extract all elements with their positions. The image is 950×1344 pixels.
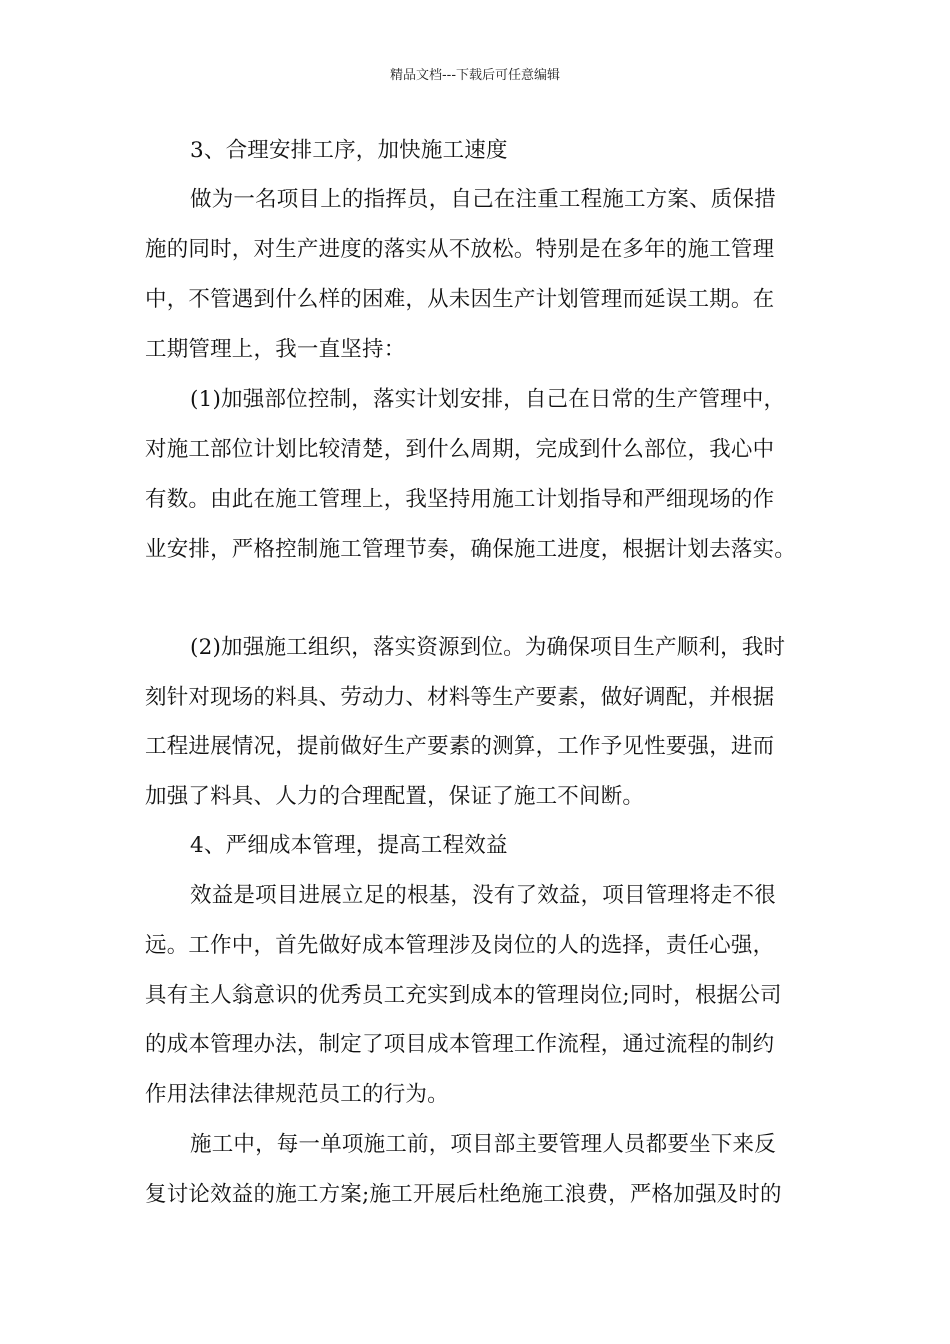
section-heading-4: 4、严细成本管理，提高工程效益 xyxy=(190,833,508,858)
paragraph-line: 业安排，严格控制施工管理节奏，确保施工进度，根据计划去落实。 xyxy=(145,537,797,562)
paragraph-line: 工期管理上，我一直坚持： xyxy=(145,337,406,362)
paragraph-line: 远。工作中，首先做好成本管理涉及岗位的人的选择，责任心强， xyxy=(145,933,775,958)
paragraph-line: 对施工部位计划比较清楚，到什么周期，完成到什么部位，我心中 xyxy=(145,437,775,462)
paragraph-line: 有数。由此在施工管理上，我坚持用施工计划指导和严细现场的作 xyxy=(145,487,775,512)
paragraph-line: 施的同时，对生产进度的落实从不放松。特别是在多年的施工管理 xyxy=(145,237,775,262)
section-heading-3: 3、合理安排工序，加快施工速度 xyxy=(190,138,508,163)
paragraph-line: 作用法律法律规范员工的行为。 xyxy=(145,1082,449,1107)
paragraph-line: 中，不管遇到什么样的困难，从未因生产计划管理而延误工期。在 xyxy=(145,287,775,312)
paragraph-line: 做为一名项目上的指挥员，自己在注重工程施工方案、质保措 xyxy=(190,187,776,212)
paragraph-line: 的成本管理办法，制定了项目成本管理工作流程，通过流程的制约 xyxy=(145,1032,775,1057)
paragraph-line: 刻针对现场的料具、劳动力、材料等生产要素，做好调配，并根据 xyxy=(145,685,775,710)
paragraph-line: 复讨论效益的施工方案;施工开展后杜绝施工浪费，严格加强及时的 xyxy=(145,1182,782,1207)
paragraph-line: 工程进展情况，提前做好生产要素的测算，工作予见性要强，进而 xyxy=(145,734,775,759)
paragraph-line: 效益是项目进展立足的根基，没有了效益，项目管理将走不很 xyxy=(190,883,776,908)
paragraph-line: 具有主人翁意识的优秀员工充实到成本的管理岗位;同时，根据公司 xyxy=(145,983,782,1008)
paragraph-line: (2)加强施工组织，落实资源到位。为确保项目生产顺利，我时 xyxy=(190,635,786,660)
page-header: 精品文档---下载后可任意编辑 xyxy=(389,68,561,83)
paragraph-line: (1)加强部位控制，落实计划安排，自己在日常的生产管理中， xyxy=(190,387,786,412)
paragraph-line: 加强了料具、人力的合理配置，保证了施工不间断。 xyxy=(145,784,645,809)
paragraph-line: 施工中，每一单项施工前，项目部主要管理人员都要坐下来反 xyxy=(190,1132,776,1157)
